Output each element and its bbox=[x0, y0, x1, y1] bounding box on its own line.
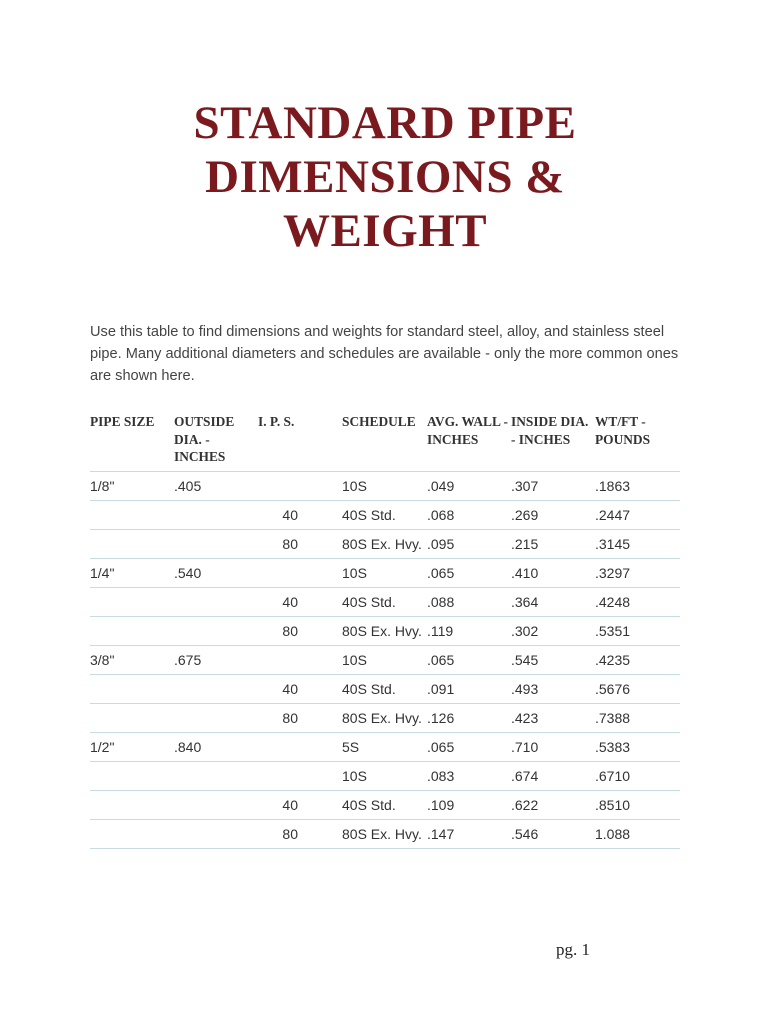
intro-paragraph: Use this table to find dimensions and weights for standard steel, alloy, and stainless steel pipe. Many additional diameters and schedules are available - only the more common ones are shown here. bbox=[90, 324, 679, 384]
cell-avg-wall: .068 bbox=[427, 500, 511, 529]
pipe-dimensions-table bbox=[90, 412, 680, 849]
cell-pipe-size: 3/8" bbox=[90, 645, 174, 674]
cell-ips: 80 bbox=[258, 529, 342, 558]
title-line: STANDARD PIPE bbox=[193, 97, 577, 149]
cell-pipe-size bbox=[90, 761, 174, 790]
table-row bbox=[90, 819, 680, 848]
cell-schedule: 10S bbox=[342, 645, 427, 674]
cell-inside-dia: .410 bbox=[511, 558, 595, 587]
cell-pipe-size bbox=[90, 674, 174, 703]
cell-wt-ft: .8510 bbox=[595, 790, 680, 819]
cell-wt-ft: 1.088 bbox=[595, 819, 680, 848]
cell-pipe-size bbox=[90, 819, 174, 848]
cell-wt-ft: .5351 bbox=[595, 616, 680, 645]
table-header-row bbox=[90, 412, 680, 471]
table-row bbox=[90, 645, 680, 674]
cell-outside-dia bbox=[174, 529, 258, 558]
cell-inside-dia: .545 bbox=[511, 645, 595, 674]
cell-schedule: 40S Std. bbox=[342, 790, 427, 819]
cell-ips bbox=[258, 761, 342, 790]
cell-pipe-size bbox=[90, 703, 174, 732]
cell-inside-dia: .546 bbox=[511, 819, 595, 848]
table-body bbox=[90, 471, 680, 848]
cell-outside-dia bbox=[174, 790, 258, 819]
cell-avg-wall: .065 bbox=[427, 732, 511, 761]
table-row bbox=[90, 529, 680, 558]
cell-wt-ft: .1863 bbox=[595, 471, 680, 500]
cell-pipe-size bbox=[90, 500, 174, 529]
cell-schedule: 10S bbox=[342, 558, 427, 587]
cell-schedule: 40S Std. bbox=[342, 587, 427, 616]
cell-schedule: 5S bbox=[342, 732, 427, 761]
cell-wt-ft: .5383 bbox=[595, 732, 680, 761]
cell-schedule: 80S Ex. Hvy. bbox=[342, 819, 427, 848]
cell-ips: 80 bbox=[258, 616, 342, 645]
cell-inside-dia: .423 bbox=[511, 703, 595, 732]
cell-ips: 40 bbox=[258, 674, 342, 703]
cell-schedule: 80S Ex. Hvy. bbox=[342, 529, 427, 558]
header-pipe-size: PIPE SIZE bbox=[90, 412, 174, 471]
cell-avg-wall: .091 bbox=[427, 674, 511, 703]
table-row bbox=[90, 732, 680, 761]
cell-avg-wall: .095 bbox=[427, 529, 511, 558]
cell-schedule: 10S bbox=[342, 471, 427, 500]
page-number: pg. 1 bbox=[556, 940, 590, 959]
cell-outside-dia bbox=[174, 819, 258, 848]
cell-inside-dia: .302 bbox=[511, 616, 595, 645]
cell-avg-wall: .109 bbox=[427, 790, 511, 819]
header-ips: I. P. S. bbox=[258, 412, 342, 471]
cell-pipe-size: 1/2" bbox=[90, 732, 174, 761]
cell-schedule: 40S Std. bbox=[342, 674, 427, 703]
document-title bbox=[90, 96, 680, 258]
cell-avg-wall: .049 bbox=[427, 471, 511, 500]
cell-schedule: 10S bbox=[342, 761, 427, 790]
table-row bbox=[90, 674, 680, 703]
cell-pipe-size: 1/8" bbox=[90, 471, 174, 500]
title-line: DIMENSIONS & bbox=[205, 151, 565, 203]
cell-pipe-size bbox=[90, 616, 174, 645]
header-avg-wall: AVG. WALL - INCHES bbox=[427, 412, 511, 471]
cell-inside-dia: .307 bbox=[511, 471, 595, 500]
header-inside-dia: INSIDE DIA. - INCHES bbox=[511, 412, 595, 471]
cell-outside-dia: .840 bbox=[174, 732, 258, 761]
cell-wt-ft: .4248 bbox=[595, 587, 680, 616]
cell-wt-ft: .6710 bbox=[595, 761, 680, 790]
cell-inside-dia: .674 bbox=[511, 761, 595, 790]
cell-inside-dia: .493 bbox=[511, 674, 595, 703]
cell-ips: 40 bbox=[258, 587, 342, 616]
cell-ips: 40 bbox=[258, 500, 342, 529]
cell-inside-dia: .710 bbox=[511, 732, 595, 761]
cell-outside-dia: .405 bbox=[174, 471, 258, 500]
cell-wt-ft: .7388 bbox=[595, 703, 680, 732]
cell-ips bbox=[258, 645, 342, 674]
table-row bbox=[90, 761, 680, 790]
cell-outside-dia bbox=[174, 500, 258, 529]
cell-ips: 80 bbox=[258, 819, 342, 848]
cell-wt-ft: .3145 bbox=[595, 529, 680, 558]
cell-avg-wall: .088 bbox=[427, 587, 511, 616]
cell-avg-wall: .065 bbox=[427, 558, 511, 587]
cell-avg-wall: .083 bbox=[427, 761, 511, 790]
cell-ips: 80 bbox=[258, 703, 342, 732]
cell-inside-dia: .622 bbox=[511, 790, 595, 819]
cell-outside-dia bbox=[174, 703, 258, 732]
cell-pipe-size bbox=[90, 587, 174, 616]
header-schedule: SCHEDULE bbox=[342, 412, 427, 471]
cell-ips bbox=[258, 732, 342, 761]
cell-ips bbox=[258, 558, 342, 587]
table-row bbox=[90, 471, 680, 500]
table-row bbox=[90, 500, 680, 529]
table-row bbox=[90, 790, 680, 819]
cell-avg-wall: .147 bbox=[427, 819, 511, 848]
cell-wt-ft: .2447 bbox=[595, 500, 680, 529]
cell-outside-dia bbox=[174, 761, 258, 790]
cell-outside-dia: .675 bbox=[174, 645, 258, 674]
cell-ips bbox=[258, 471, 342, 500]
header-outside-dia: OUTSIDE DIA. - INCHES bbox=[174, 412, 258, 471]
cell-wt-ft: .3297 bbox=[595, 558, 680, 587]
cell-schedule: 40S Std. bbox=[342, 500, 427, 529]
cell-avg-wall: .119 bbox=[427, 616, 511, 645]
title-line: WEIGHT bbox=[282, 205, 488, 257]
cell-outside-dia: .540 bbox=[174, 558, 258, 587]
cell-pipe-size bbox=[90, 529, 174, 558]
cell-wt-ft: .5676 bbox=[595, 674, 680, 703]
table-row bbox=[90, 587, 680, 616]
cell-avg-wall: .126 bbox=[427, 703, 511, 732]
cell-schedule: 80S Ex. Hvy. bbox=[342, 616, 427, 645]
header-wt-ft: WT/FT - POUNDS bbox=[595, 412, 680, 471]
cell-outside-dia bbox=[174, 587, 258, 616]
table-row bbox=[90, 558, 680, 587]
cell-schedule: 80S Ex. Hvy. bbox=[342, 703, 427, 732]
cell-inside-dia: .215 bbox=[511, 529, 595, 558]
table-row bbox=[90, 703, 680, 732]
cell-ips: 40 bbox=[258, 790, 342, 819]
cell-wt-ft: .4235 bbox=[595, 645, 680, 674]
cell-outside-dia bbox=[174, 616, 258, 645]
cell-pipe-size bbox=[90, 790, 174, 819]
cell-inside-dia: .269 bbox=[511, 500, 595, 529]
table-row bbox=[90, 616, 680, 645]
cell-pipe-size: 1/4" bbox=[90, 558, 174, 587]
cell-avg-wall: .065 bbox=[427, 645, 511, 674]
cell-outside-dia bbox=[174, 674, 258, 703]
cell-inside-dia: .364 bbox=[511, 587, 595, 616]
